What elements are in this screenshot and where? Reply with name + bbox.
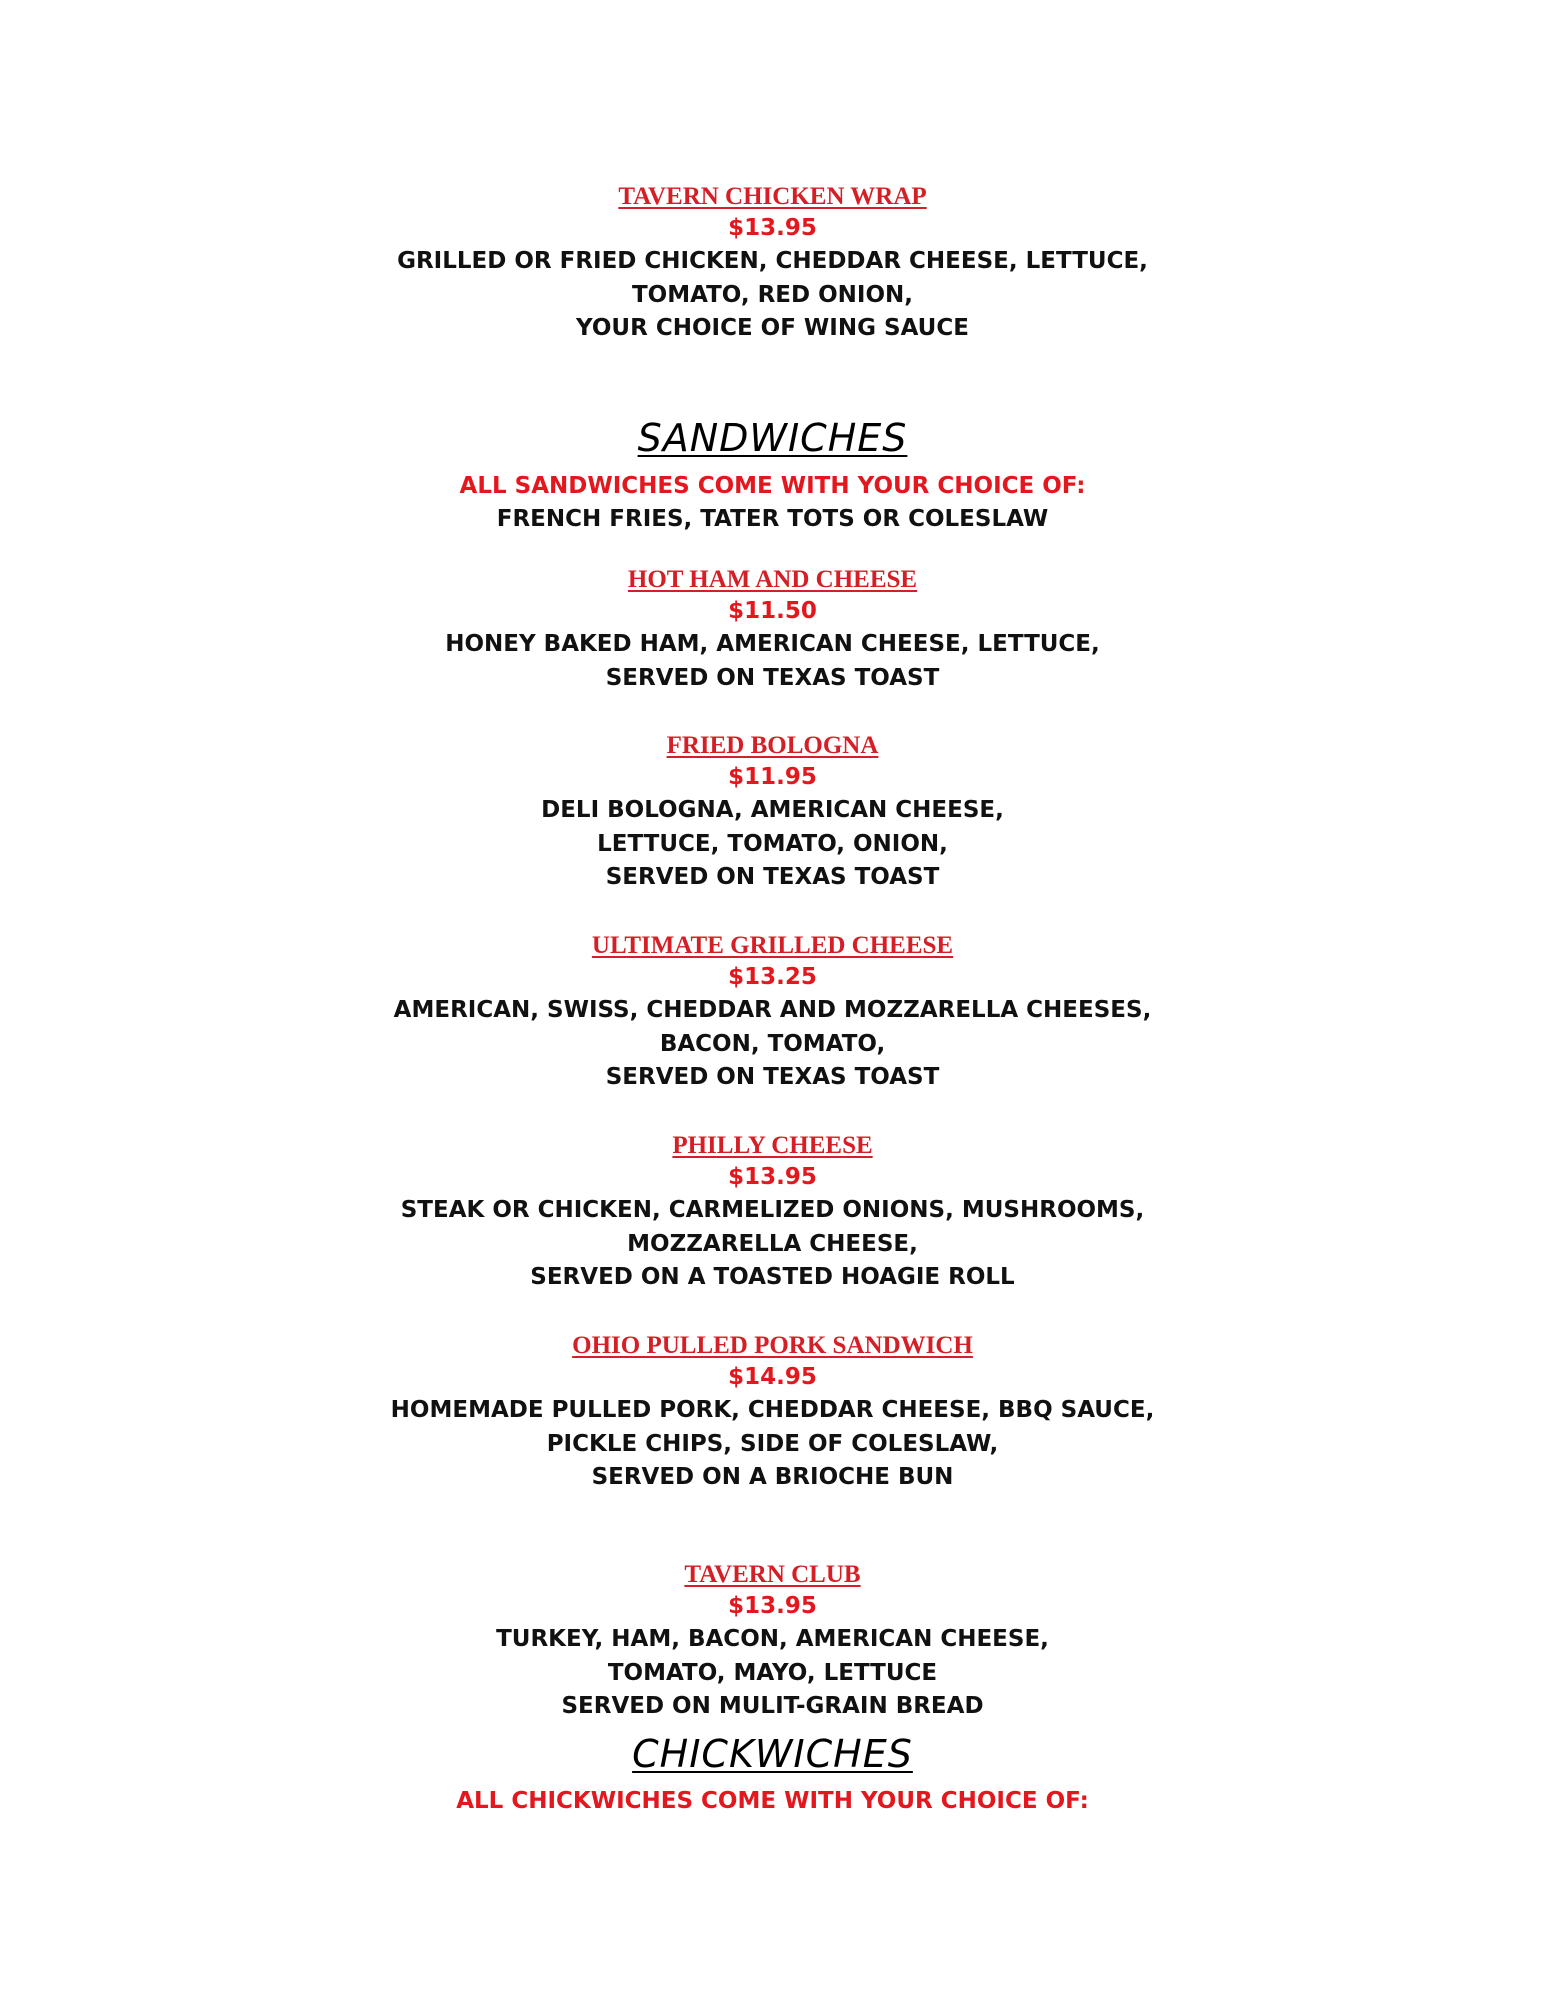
item-description: [0, 1394, 1545, 1495]
item-description: [0, 628, 1545, 695]
description-line: SERVED ON A BRIOCHE BUN: [591, 1464, 954, 1491]
description-line: TOMATO, MAYO, LETTUCE: [607, 1659, 938, 1686]
description-line: HOMEMADE PULLED PORK, CHEDDAR CHEESE, BBQ SAUCE,: [390, 1397, 1155, 1423]
sandwiches-sides-options: FRENCH FRIES, TATER TOTS OR COLESLAW: [496, 506, 1049, 532]
sandwiches-sides-note: ALL SANDWICHES COME WITH YOUR CHOICE OF:: [459, 473, 1086, 499]
item-name: OHIO PULLED PORK SANDWICH: [572, 1332, 973, 1359]
menu-item-philly-cheese: [0, 1131, 1545, 1295]
description-line: GRILLED OR FRIED CHICKEN, CHEDDAR CHEESE, LETTUCE,: [397, 248, 1148, 274]
description-line: SERVED ON TEXAS TOAST: [605, 1064, 940, 1091]
item-description: [0, 245, 1545, 346]
item-price: $13.95: [728, 1593, 817, 1619]
item-description: [0, 994, 1545, 1095]
item-description: [0, 1194, 1545, 1295]
item-name: FRIED BOLOGNA: [666, 732, 879, 759]
description-line: SERVED ON TEXAS TOAST: [605, 664, 940, 691]
description-line: AMERICAN, SWISS, CHEDDAR AND MOZZARELLA CHEESES,: [393, 997, 1152, 1023]
menu-item-tavern-club: [0, 1560, 1545, 1724]
description-line: STEAK OR CHICKEN, CARMELIZED ONIONS, MUSHROOMS,: [400, 1197, 1145, 1223]
menu-item-ohio-pulled-pork-sandwich: [0, 1331, 1545, 1495]
item-price: $13.95: [728, 1164, 817, 1190]
description-line: SERVED ON MULIT-GRAIN BREAD: [561, 1693, 984, 1720]
menu-item-hot-ham-and-cheese: [0, 565, 1545, 695]
item-name: TAVERN CHICKEN WRAP: [618, 183, 927, 210]
chickwiches-sides-note: ALL CHICKWICHES COME WITH YOUR CHOICE OF:: [456, 1788, 1089, 1814]
item-name: TAVERN CLUB: [684, 1561, 861, 1588]
description-line: YOUR CHOICE OF WING SAUCE: [576, 315, 969, 342]
description-line: HONEY BAKED HAM, AMERICAN CHEESE, LETTUCE,: [445, 631, 1100, 657]
description-line: SERVED ON TEXAS TOAST: [605, 864, 940, 891]
description-line: MOZZARELLA CHEESE,: [627, 1230, 918, 1257]
description-line: TOMATO, RED ONION,: [631, 281, 914, 308]
menu-item-fried-bologna: [0, 731, 1545, 895]
item-price: $11.50: [728, 598, 817, 624]
section-heading-sandwiches: SANDWICHES: [637, 416, 908, 460]
section-heading-chickwiches: CHICKWICHES: [632, 1732, 913, 1776]
description-line: DELI BOLOGNA, AMERICAN CHEESE,: [541, 797, 1004, 823]
menu-item-ultimate-grilled-cheese: [0, 931, 1545, 1095]
item-price: $14.95: [728, 1364, 817, 1390]
item-name: PHILLY CHEESE: [672, 1132, 873, 1159]
item-price: $11.95: [728, 764, 817, 790]
description-line: LETTUCE, TOMATO, ONION,: [597, 830, 948, 857]
item-price: $13.95: [728, 215, 817, 241]
description-line: PICKLE CHIPS, SIDE OF COLESLAW,: [546, 1430, 999, 1457]
item-price: $13.25: [728, 964, 817, 990]
menu-item-tavern-chicken-wrap: [0, 182, 1545, 346]
item-name: HOT HAM AND CHEESE: [627, 566, 918, 593]
description-line: SERVED ON A TOASTED HOAGIE ROLL: [530, 1264, 1015, 1291]
item-name: ULTIMATE GRILLED CHEESE: [591, 932, 954, 959]
description-line: BACON, TOMATO,: [659, 1030, 886, 1057]
description-line: TURKEY, HAM, BACON, AMERICAN CHEESE,: [496, 1626, 1049, 1652]
item-description: [0, 794, 1545, 895]
item-description: [0, 1623, 1545, 1724]
